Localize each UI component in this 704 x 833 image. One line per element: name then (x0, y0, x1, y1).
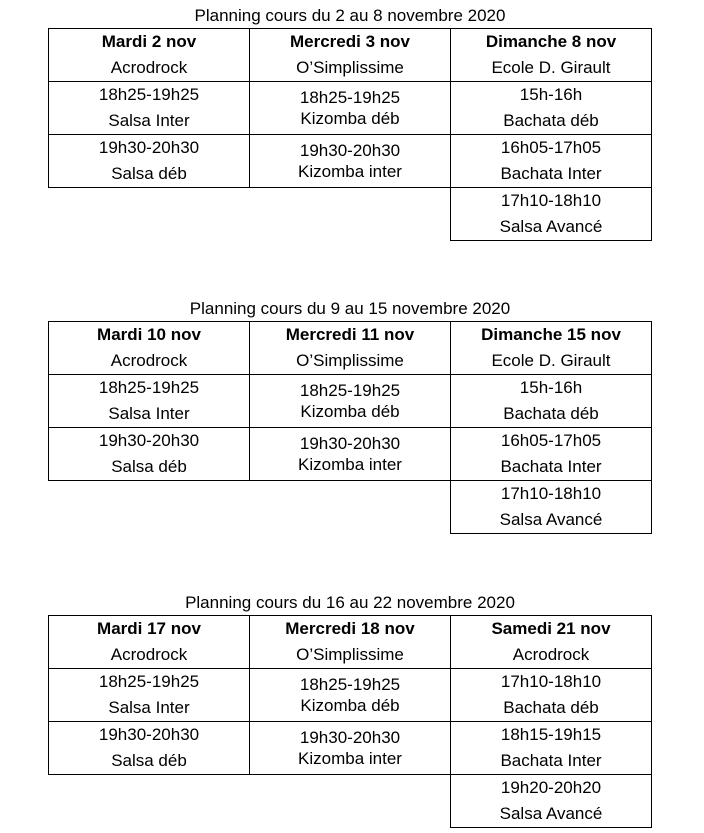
class-slot (450, 374, 652, 428)
venue-label: Acrodrock (110, 58, 188, 77)
class-slot (48, 427, 250, 481)
slot-time: 19h30-20h30 (299, 728, 401, 747)
slot-course: Kizomba inter (298, 455, 402, 474)
day-header-sunday (450, 321, 652, 375)
slot-time: 19h30-20h30 (299, 434, 401, 453)
slot-course: Bachata Inter (500, 164, 602, 183)
slot-time: 16h05-17h05 (500, 138, 602, 157)
day-label: Mercredi 3 nov (290, 32, 410, 51)
class-slot (48, 374, 250, 428)
slot-course: Salsa Inter (108, 698, 190, 717)
day-label: Mercredi 18 nov (285, 619, 415, 638)
class-slot (48, 668, 250, 722)
slot-time: 18h25-19h25 (98, 378, 200, 397)
class-slot (249, 668, 451, 722)
slot-time: 18h25-19h25 (299, 675, 401, 694)
slot-time: 19h30-20h30 (98, 431, 200, 450)
slot-course: Kizomba déb (300, 402, 400, 421)
slot-time: 19h30-20h30 (98, 138, 200, 157)
venue-label: Acrodrock (110, 351, 188, 370)
slot-course: Salsa Avancé (499, 510, 603, 529)
day-header-sunday (450, 28, 652, 82)
week-title: Planning cours du 16 au 22 novembre 2020 (185, 593, 515, 612)
class-slot (450, 427, 652, 481)
slot-time: 18h25-19h25 (98, 672, 200, 691)
day-label: Dimanche 15 nov (481, 325, 621, 344)
slot-course: Salsa Avancé (499, 804, 603, 823)
slot-time: 17h10-18h10 (500, 672, 602, 691)
day-header-wednesday (249, 615, 451, 669)
day-label: Mardi 2 nov (101, 32, 197, 51)
venue-label: O’Simplissime (296, 645, 404, 664)
slot-time: 18h15-19h15 (500, 725, 602, 744)
class-slot (450, 721, 652, 775)
slot-time: 17h10-18h10 (500, 191, 602, 210)
slot-time: 15h-16h (519, 378, 583, 397)
slot-time: 19h30-20h30 (299, 141, 401, 160)
slot-time: 15h-16h (519, 85, 583, 104)
slot-time: 19h20-20h20 (500, 778, 602, 797)
slot-course: Salsa déb (111, 751, 187, 770)
slot-course: Salsa déb (111, 164, 187, 183)
day-label: Samedi 21 nov (491, 619, 611, 638)
slot-time: 18h25-19h25 (98, 85, 200, 104)
day-header-wednesday (249, 321, 451, 375)
slot-course: Kizomba inter (298, 162, 402, 181)
day-header-saturday (450, 615, 652, 669)
venue-label: Acrodrock (512, 645, 590, 664)
class-slot (48, 81, 250, 135)
day-header-wednesday (249, 28, 451, 82)
schedule-table (48, 28, 652, 242)
week-title: Planning cours du 9 au 15 novembre 2020 (189, 299, 511, 318)
class-slot (249, 374, 451, 428)
slot-course: Salsa déb (111, 457, 187, 476)
class-slot (450, 134, 652, 188)
class-slot (450, 81, 652, 135)
venue-label: Ecole D. Girault (491, 351, 611, 370)
class-slot (450, 480, 652, 534)
day-header-tuesday (48, 321, 250, 375)
slot-course: Salsa Inter (108, 111, 190, 130)
venue-label: O’Simplissime (296, 351, 404, 370)
slot-course: Kizomba déb (300, 696, 400, 715)
day-label: Mardi 17 nov (97, 619, 201, 638)
day-label: Mercredi 11 nov (285, 325, 415, 344)
class-slot (450, 668, 652, 722)
venue-label: Ecole D. Girault (491, 58, 611, 77)
class-slot (450, 187, 652, 241)
slot-course: Bachata Inter (500, 751, 602, 770)
class-slot (249, 134, 451, 188)
slot-course: Kizomba inter (298, 749, 402, 768)
class-slot (48, 134, 250, 188)
day-header-tuesday (48, 28, 250, 82)
slot-course: Bachata déb (503, 111, 599, 130)
class-slot (450, 774, 652, 828)
slot-time: 17h10-18h10 (500, 484, 602, 503)
class-slot (249, 81, 451, 135)
day-label: Dimanche 8 nov (485, 32, 617, 51)
slot-time: 16h05-17h05 (500, 431, 602, 450)
class-slot (249, 721, 451, 775)
class-slot (48, 721, 250, 775)
day-header-tuesday (48, 615, 250, 669)
slot-course: Salsa Inter (108, 404, 190, 423)
slot-time: 19h30-20h30 (98, 725, 200, 744)
venue-label: Acrodrock (110, 645, 188, 664)
week-title: Planning cours du 2 au 8 novembre 2020 (194, 6, 506, 25)
slot-course: Bachata Inter (500, 457, 602, 476)
class-slot (249, 427, 451, 481)
slot-course: Salsa Avancé (499, 217, 603, 236)
slot-time: 18h25-19h25 (299, 381, 401, 400)
slot-course: Bachata déb (503, 404, 599, 423)
slot-course: Kizomba déb (300, 109, 400, 128)
slot-time: 18h25-19h25 (299, 88, 401, 107)
slot-course: Bachata déb (503, 698, 599, 717)
schedule-table (48, 321, 652, 535)
day-label: Mardi 10 nov (97, 325, 201, 344)
venue-label: O’Simplissime (296, 58, 404, 77)
schedule-table (48, 615, 652, 829)
